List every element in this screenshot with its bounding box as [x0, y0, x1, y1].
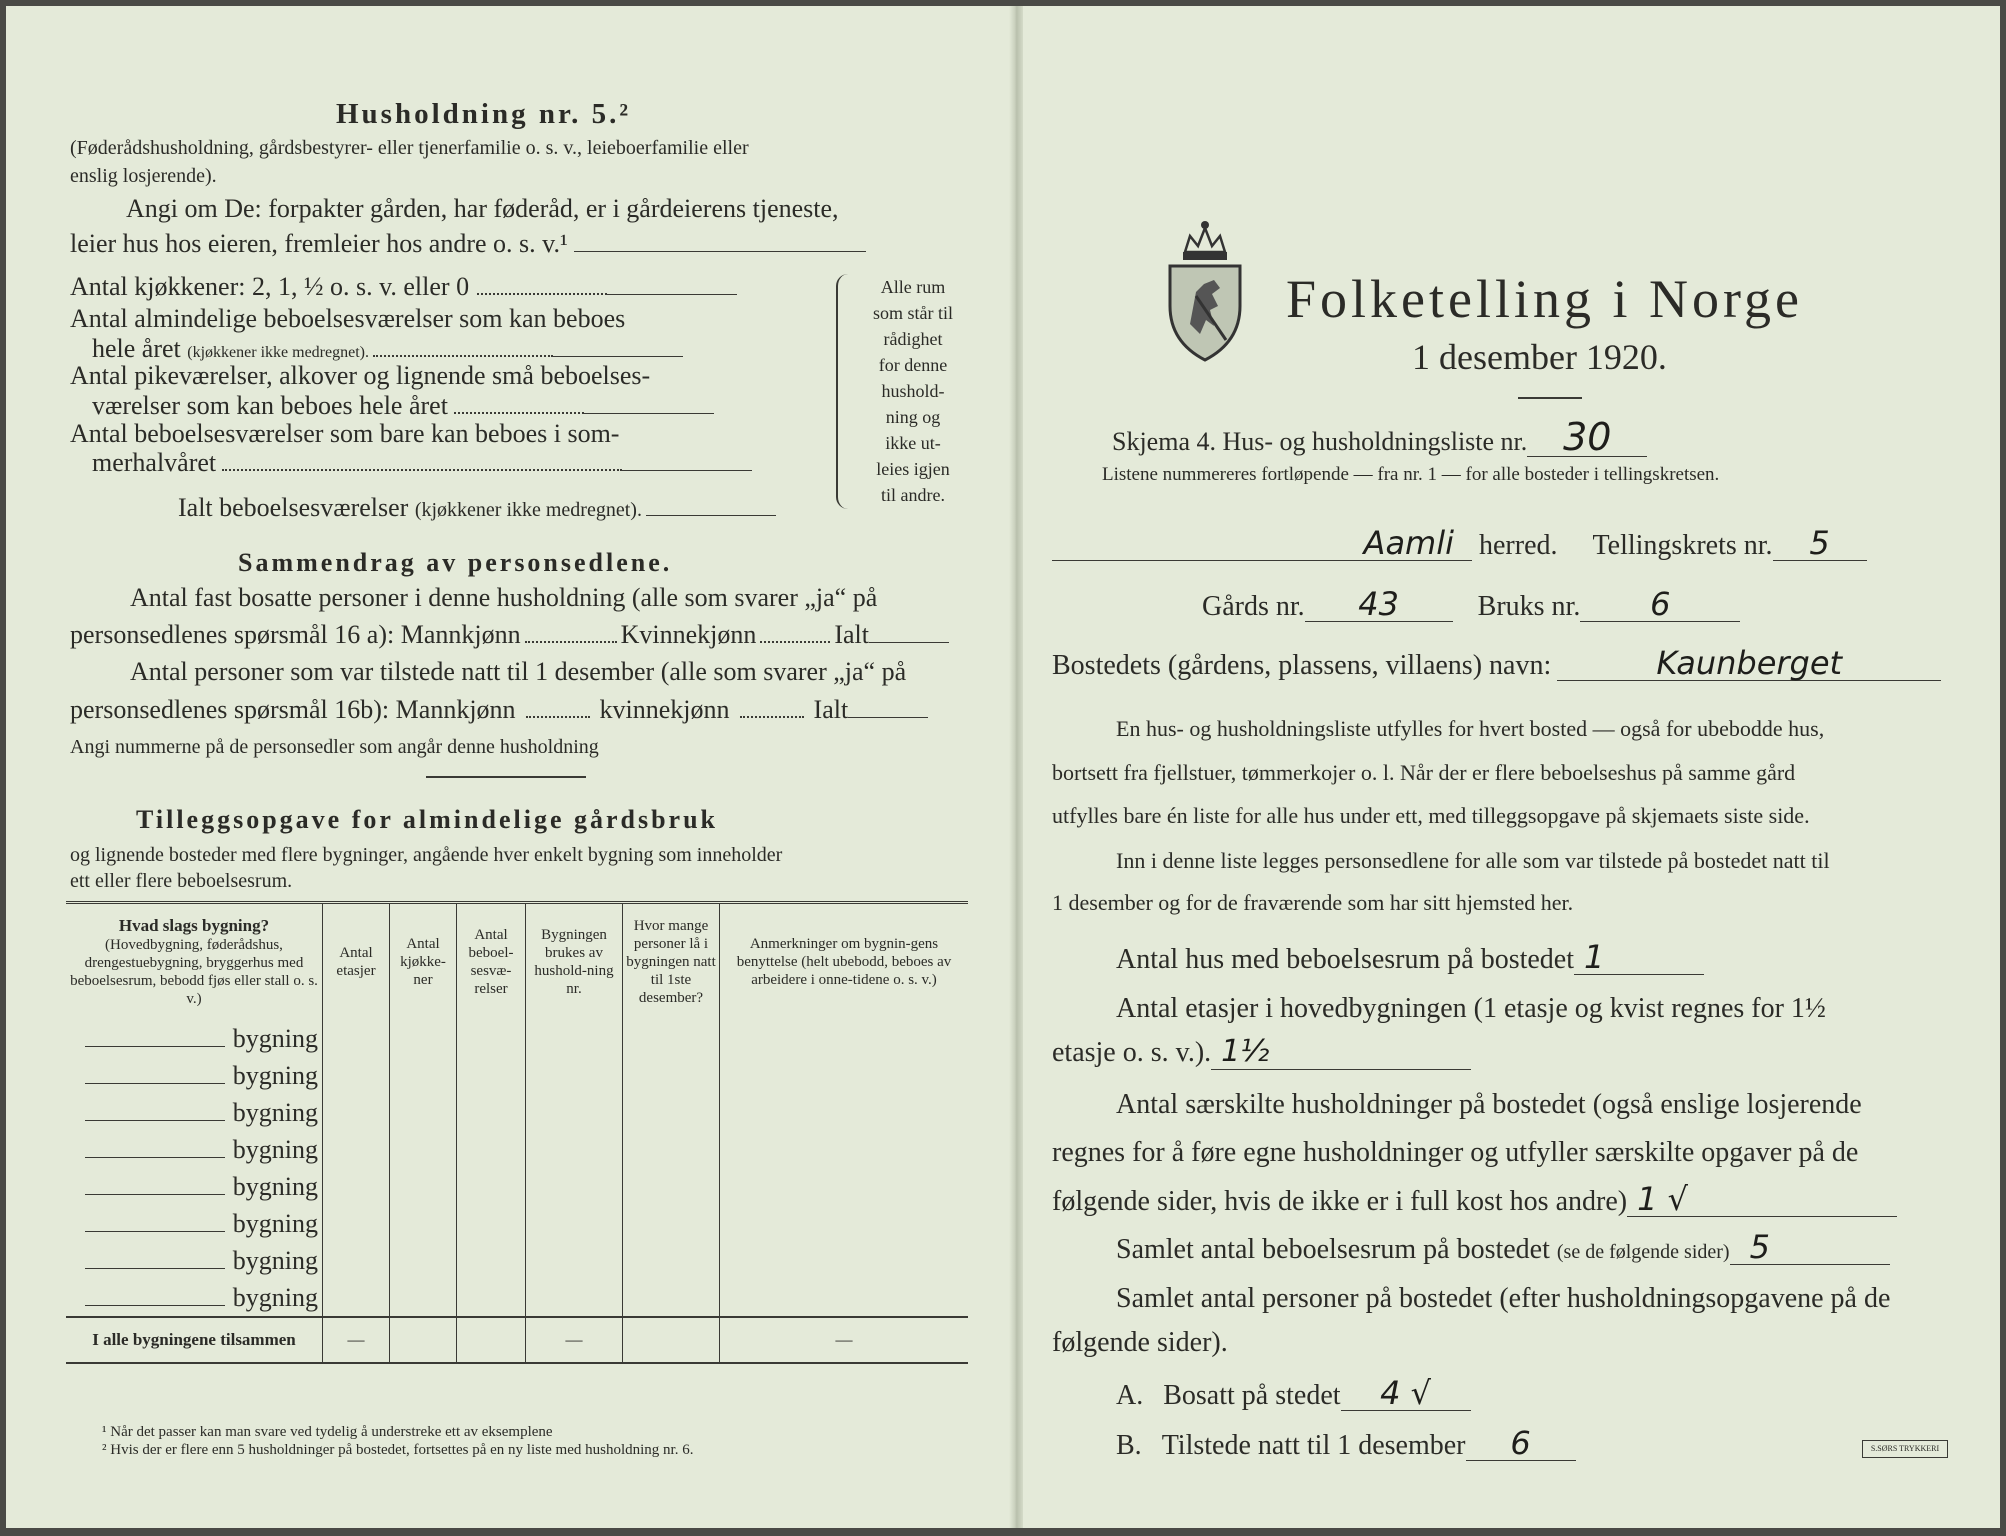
building-row[interactable]: bygning	[66, 1020, 968, 1057]
census-title: Folketelling i Norge	[1286, 269, 1803, 329]
building-table	[66, 901, 968, 1364]
herred-line: Aamli herred. Tellingskrets nr. 5	[1052, 526, 1867, 563]
room-side-note: Alle rum som står til rådighet for denne hushold- ning og ikke ut- leies igjen til andre.	[873, 277, 953, 505]
building-row[interactable]: bygning	[66, 1168, 968, 1205]
instruction-2: bortsett fra fjellstuer, tømmerkojer o. l. Når der er flere beboelseshus på samme gård	[1052, 760, 1796, 785]
census-date: 1 desember 1920.	[1412, 337, 1667, 377]
husholdninger-line-3: følgende sider, hvis de ikke er i full kost hos andre) 1 √	[1052, 1182, 1897, 1219]
footnote-2: ² Hvis der er flere enn 5 husholdninger på bostedet, fortsettes på en ny liste med husholdning nr. 6.	[102, 1442, 694, 1458]
building-table-header	[66, 903, 968, 1021]
instruction-4: Inn i denne liste legges personsedlene for alle som var tilstede på bostedet natt til	[1116, 848, 1830, 873]
building-row[interactable]: bygning	[66, 1094, 968, 1131]
instruction-1: En hus- og husholdningsliste utfylles for hvert bosted — også for ubebodde hus,	[1116, 716, 1825, 741]
alm-label-2: hele året (kjøkkener ikke medregnet).	[92, 333, 683, 368]
tilstede-line: B. Tilstede natt til 1 desember 6	[1116, 1426, 1576, 1463]
krets-field: 5	[1773, 526, 1867, 561]
kjokkener-label: Antal kjøkkener: 2, 1, ½ o. s. v. eller 0	[70, 271, 737, 302]
bosatt-line: A. Bosatt på stedet 4 √	[1116, 1376, 1471, 1413]
room-bracket	[836, 274, 854, 509]
sammendrag-p2-line2: personsedlenes spørsmål 16b): Mannkjønn kvinnekjønn Ialt	[70, 694, 928, 725]
col-personer: Hvor mange personer lå i bygningen natt til 1ste desember?	[623, 903, 720, 1021]
husholdninger-line-1: Antal særskilte husholdninger på bostedet (også enslige losjerende	[1116, 1089, 1862, 1120]
sammendrag-heading: Sammendrag av personsedlene.	[238, 548, 673, 577]
tillegg-heading: Tilleggsopgave for almindelige gårdsbruk	[136, 805, 719, 834]
col-husholdning: Bygningen brukes av hushold-ning nr.	[526, 903, 623, 1021]
building-row[interactable]: bygning	[66, 1205, 968, 1242]
gards-field: 43	[1305, 587, 1453, 622]
divider-title	[1518, 397, 1582, 399]
building-sum-row: I alle bygningene tilsammen — — —	[66, 1317, 968, 1363]
bosted-field: Kaunberget	[1557, 646, 1941, 681]
tillegg-text-1: og lignende bosteder med flere bygninger, angående hver enkelt bygning som inneholder	[70, 844, 783, 866]
husholdninger-line-2: regnes for å føre egne husholdninger og utfyller særskilte opgaver på de	[1052, 1137, 1859, 1168]
household-subtitle-2: enslig losjerende).	[70, 165, 217, 187]
listene-note: Listene nummereres fortløpende — fra nr. 1 — for alle bosteder i tellingskretsen.	[1102, 464, 1720, 485]
instruction-5: 1 desember og for de fraværende som har sitt hjemsted her.	[1052, 890, 1574, 915]
herred-field: Aamli	[1052, 526, 1472, 561]
sammendrag-p2-line1: Antal personer som var tilstede natt til 1 desember (alle som svarer „ja“ på	[130, 657, 907, 686]
samlet-rum-field: 5	[1730, 1230, 1890, 1265]
skjema-line: Skjema 4. Hus- og husholdningsliste nr. 30	[1112, 418, 1647, 459]
sommer-label-2: merhalvåret	[92, 447, 752, 478]
tillegg-text-2: ett eller flere beboelsesrum.	[70, 870, 293, 892]
etasjer-line-1: Antal etasjer i hovedbygningen (1 etasje og kvist regnes for 1½	[1116, 993, 1826, 1024]
sammendrag-p1-line1: Antal fast bosatte personer i denne husholdning (alle som svarer „ja“ på	[130, 583, 878, 612]
pike-label-1: Antal pikeværelser, alkover og lignende små beboelses-	[70, 361, 651, 390]
bosatt-field: 4 √	[1341, 1376, 1471, 1411]
gards-line: Gårds nr. 43 Bruks nr. 6	[1202, 587, 1740, 624]
alm-label-1: Antal almindelige beboelsesværelser som kan beboes	[70, 304, 626, 333]
household-subtitle-1: (Føderådshusholdning, gårdsbestyrer- eller tjenerfamilie o. s. v., leieboerfamilie eller	[70, 137, 749, 159]
bosted-line: Bostedets (gårdens, plassens, villaens) navn: Kaunberget	[1052, 646, 1941, 683]
col-etasjer: Antal etasjer	[323, 903, 390, 1021]
norwegian-coat-of-arms	[1160, 214, 1250, 364]
angi-text-2: leier hus hos eieren, fremleier hos andre o. s. v.¹	[70, 228, 866, 259]
hus-line: Antal hus med beboelsesrum på bostedet 1	[1116, 940, 1704, 977]
instruction-3: utfylles bare én liste for alle hus under ett, med tilleggsopgave på skjemaets siste side.	[1052, 803, 1810, 828]
divider-sammendrag	[426, 776, 586, 778]
col-beboelsesvaerelser: Antal beboel-sesvæ-relser	[457, 903, 526, 1021]
samlet-rum-line: Samlet antal beboelsesrum på bostedet (se de følgende sider) 5	[1116, 1230, 1890, 1269]
sommer-label-1: Antal beboelsesværelser som bare kan beboes i som-	[70, 419, 620, 448]
ialt-label: Ialt beboelsesværelser (kjøkkener ikke medregnet).	[178, 492, 776, 526]
etasjer-field: 1½	[1211, 1035, 1471, 1070]
sammendrag-p1-line2: personsedlenes spørsmål 16 a): Mannkjønn Kvinnekjønn Ialt	[70, 619, 949, 650]
samlet-personer-line-1: Samlet antal personer på bostedet (efter husholdningsopgavene på de	[1116, 1283, 1891, 1314]
tilstede-field: 6	[1466, 1426, 1576, 1461]
census-form-sheet	[6, 6, 2000, 1528]
col-anmerkninger: Anmerkninger om bygnin-gens benyttelse (helt ubebodd, beboes av arbeidere i onne-tidene o. s. v.)	[720, 903, 969, 1021]
hus-field: 1	[1574, 940, 1704, 975]
col-building-type: Hvad slags bygning? (Hovedbygning, føderådshus, drengestuebygning, bryggerhus med beboelsesrum, bebodd fjøs eller stall o. s. v.)	[66, 903, 323, 1021]
footnote-1: ¹ Når det passer kan man svare ved tydelig å understreke ett av eksemplene	[102, 1424, 553, 1440]
building-row[interactable]: bygning	[66, 1131, 968, 1168]
etasjer-line-2: etasje o. s. v.). 1½	[1052, 1035, 1471, 1070]
page-fold	[1009, 6, 1023, 1528]
printer-stamp: S.SØRS TRYKKERI	[1862, 1440, 1948, 1458]
building-row[interactable]: bygning	[66, 1242, 968, 1279]
bruks-field: 6	[1580, 587, 1740, 622]
angi-nummerne: Angi nummerne på de personsedler som angår denne husholdning	[70, 736, 599, 758]
household-title: Husholdning nr. 5.²	[336, 98, 632, 130]
building-row[interactable]: bygning	[66, 1057, 968, 1094]
husholdninger-field: 1 √	[1627, 1182, 1897, 1217]
col-kjokkener: Antal kjøkke-ner	[390, 903, 457, 1021]
angi-text-1: Angi om De: forpakter gården, har føderåd, er i gårdeierens tjeneste,	[126, 194, 839, 223]
samlet-personer-line-2: følgende sider).	[1052, 1327, 1228, 1358]
skjema-nr-field: 30	[1527, 418, 1647, 457]
building-row[interactable]: bygning	[66, 1279, 968, 1317]
pike-label-2: værelser som kan beboes hele året	[92, 390, 714, 421]
